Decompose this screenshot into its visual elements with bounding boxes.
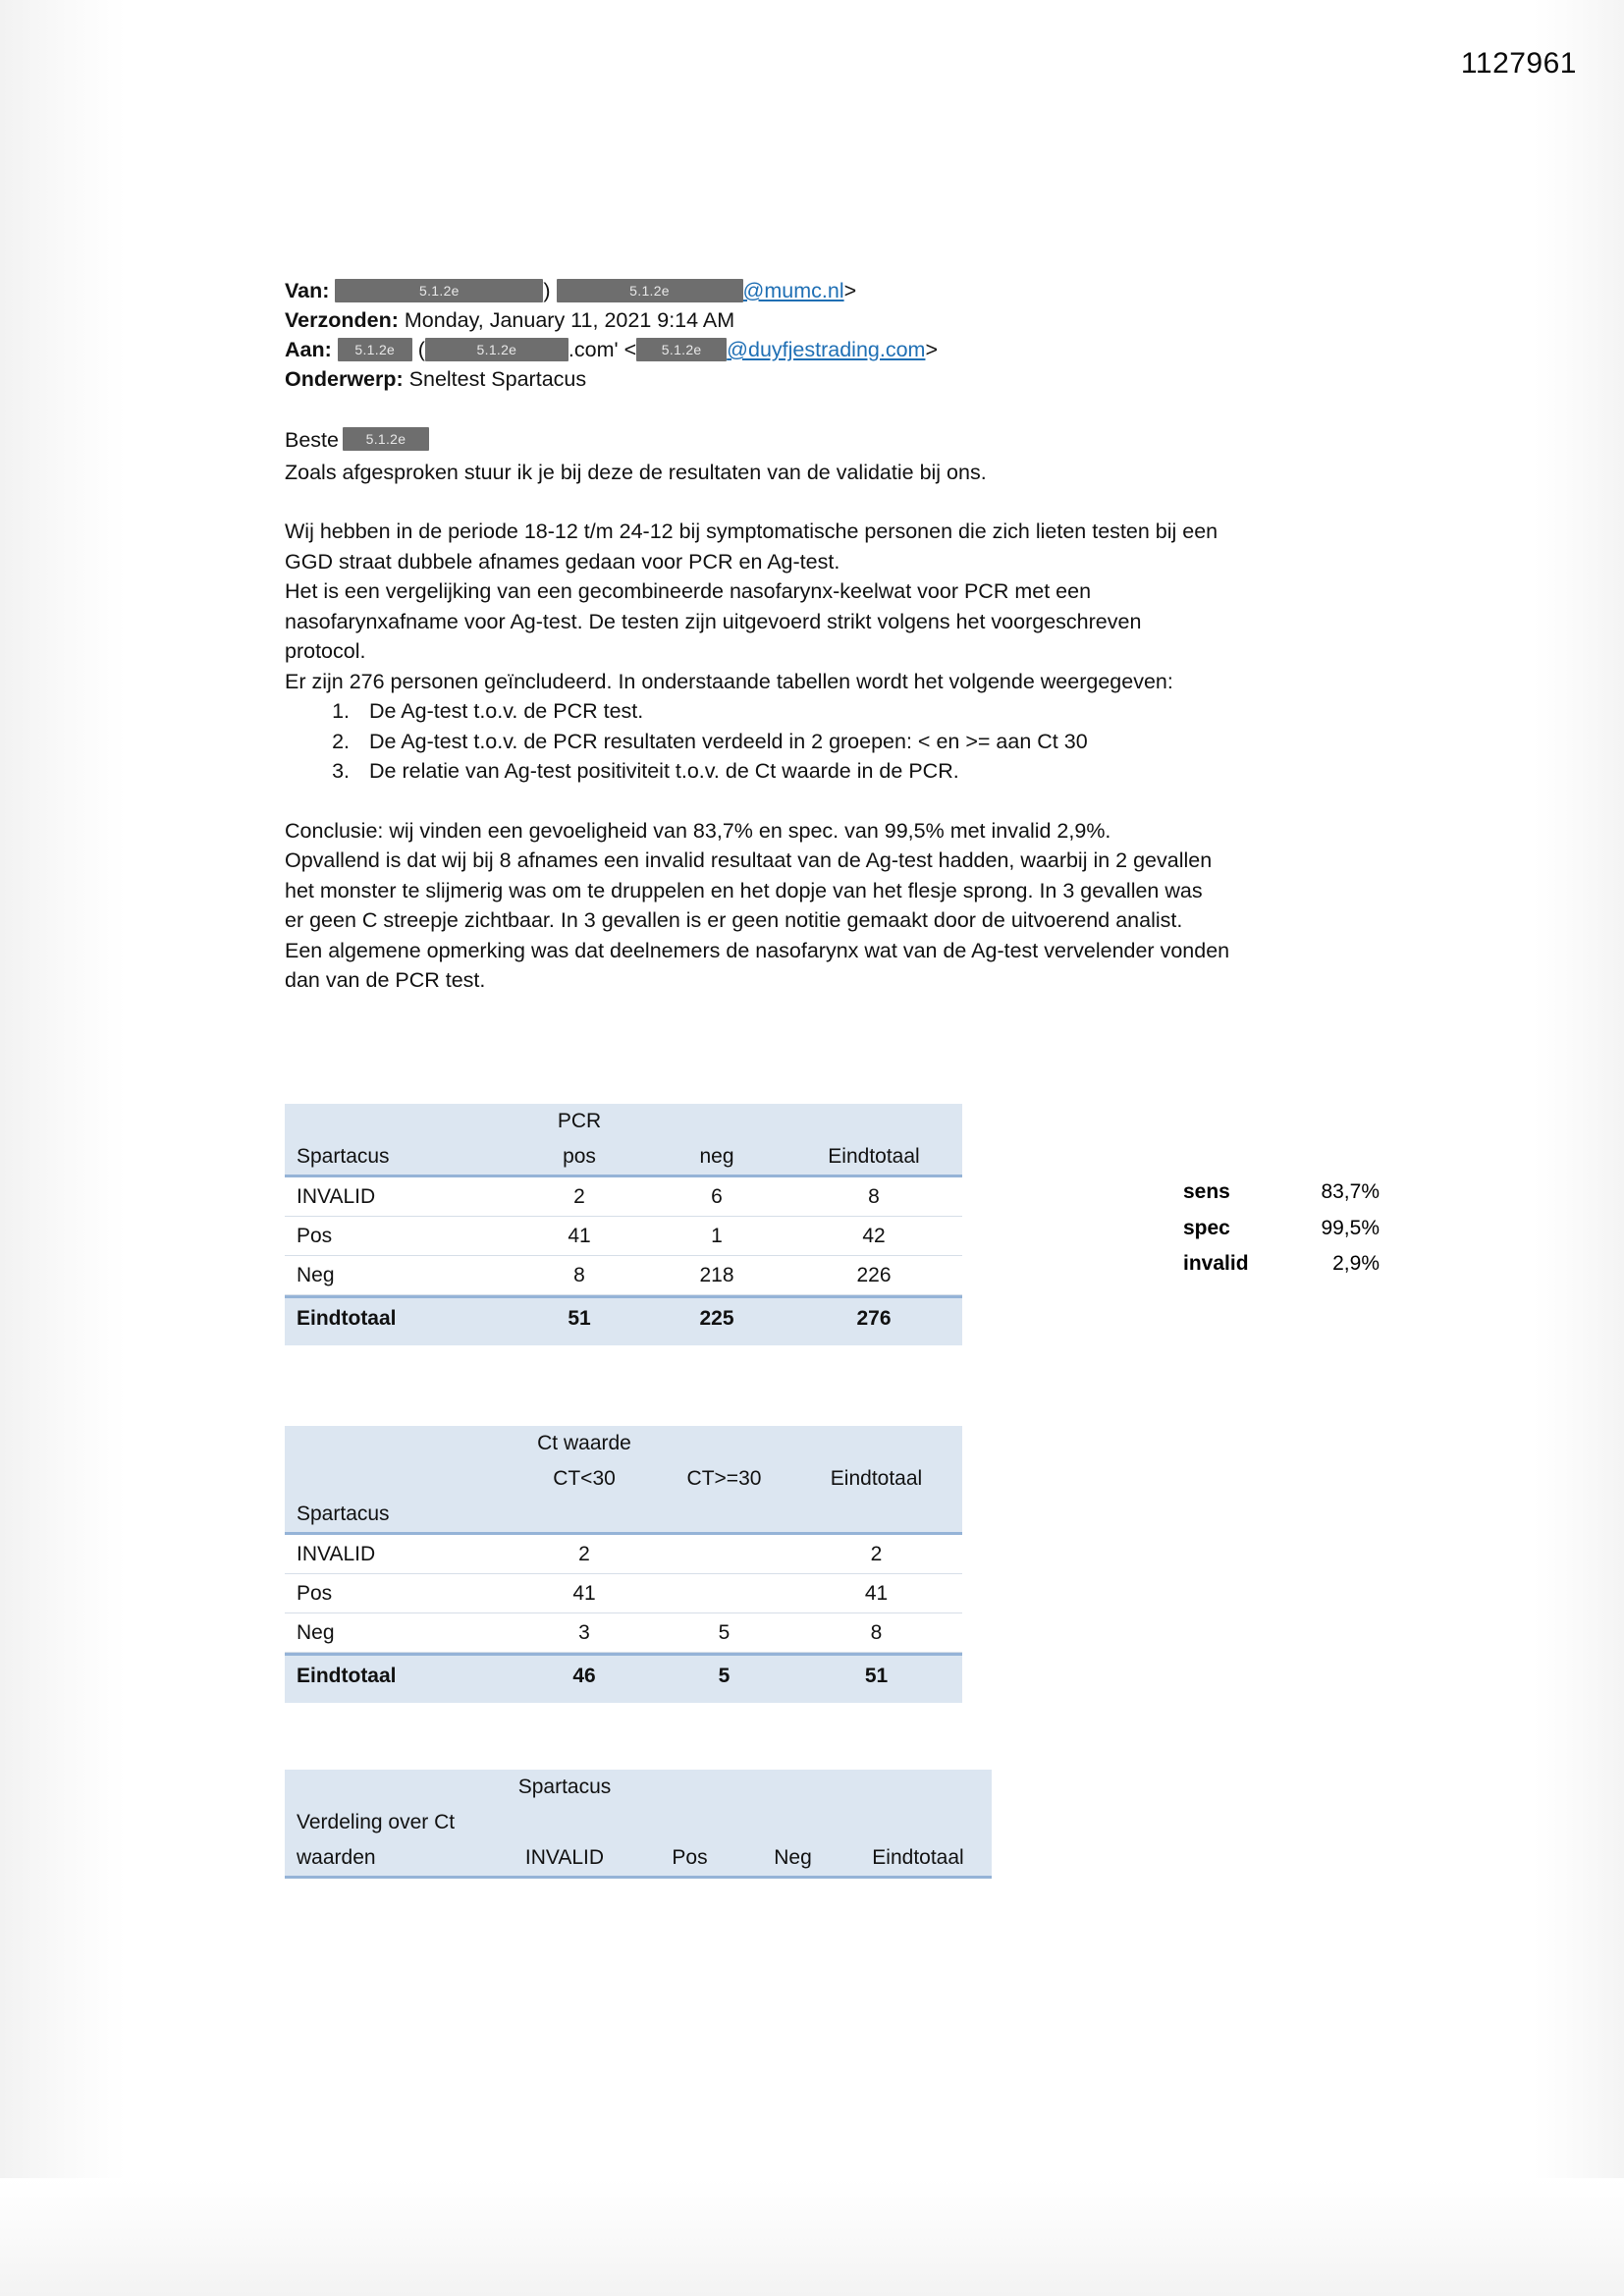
pivot-table-3-container — [285, 1770, 992, 1879]
table2-total-padding — [285, 1696, 962, 1703]
table3-col-header-invalid: INVALID — [491, 1840, 638, 1876]
table3-col-header-pos: Pos — [638, 1840, 741, 1876]
redaction-box: 5.1.2e — [343, 427, 429, 451]
table1-cell: 8 — [511, 1256, 648, 1295]
stat-value: 2,9% — [1332, 1252, 1380, 1275]
email-sent-label: Verzonden: — [285, 308, 399, 332]
table1-cell: 218 — [648, 1256, 785, 1295]
table3-column-header-row — [285, 1840, 992, 1876]
table-row — [285, 1534, 962, 1574]
table2-row-label: Neg — [285, 1613, 511, 1653]
table1-row-label: Pos — [285, 1217, 511, 1256]
list-item: 3. De relatie van Ag-test positiviteit t.o.v. de Ct waarde in de PCR. — [355, 756, 1384, 787]
paragraph-2-line-1: Het is een vergelijking van een gecombineerde nasofarynx-keelwat voor PCR met een — [285, 579, 1092, 603]
document-id-stamp: 1127961 — [1460, 47, 1577, 80]
pivot-table-3 — [285, 1770, 992, 1879]
table2-row-label-header-row — [285, 1497, 962, 1532]
table1-cell: 8 — [785, 1176, 962, 1217]
list-item: 1. De Ag-test t.o.v. de PCR test. — [355, 696, 1384, 727]
table2-cell — [658, 1574, 790, 1613]
table2-cell: 41 — [511, 1574, 658, 1613]
table1-row-label: Neg — [285, 1256, 511, 1295]
table2-group-header-pad — [790, 1426, 962, 1461]
stat-row-invalid — [1183, 1246, 1380, 1283]
email-from-label: Van: — [285, 279, 330, 302]
email-to-mid-char: ( — [417, 338, 425, 361]
stat-key: invalid — [1183, 1252, 1249, 1275]
table2-row-label-pad — [658, 1497, 790, 1532]
table2-cell: 2 — [511, 1534, 658, 1574]
email-sent-row — [285, 306, 1384, 335]
table3-pad — [491, 1805, 638, 1840]
scan-edge-right — [1534, 0, 1624, 2296]
table2-group-header-spacer — [285, 1426, 511, 1461]
pivot-table-2 — [285, 1426, 962, 1703]
table1-cell: 41 — [511, 1217, 648, 1256]
table1-total-cell: 225 — [648, 1297, 785, 1339]
table1-group-header-pad — [648, 1104, 785, 1139]
redaction-box: 5.1.2e — [425, 338, 568, 361]
table2-row-label: INVALID — [285, 1534, 511, 1574]
scan-edge-bottom — [0, 2178, 1624, 2296]
stat-row-spec — [1183, 1211, 1380, 1247]
table2-row-label-pad — [790, 1497, 962, 1532]
table3-pad — [741, 1805, 844, 1840]
redaction-box: 5.1.2e — [338, 338, 412, 361]
pivot-table-1 — [285, 1104, 962, 1345]
email-to-label: Aan: — [285, 338, 332, 361]
email-from-separator: ) — [543, 279, 551, 302]
list-item: 2. De Ag-test t.o.v. de PCR resultaten verdeeld in 2 groepen: < en >= aan Ct 30 — [355, 727, 1384, 757]
email-to-domain[interactable]: @duyfjestrading.com — [727, 338, 926, 361]
table3-col-header-total: Eindtotaal — [844, 1840, 992, 1876]
table3-group-header-spacer — [285, 1770, 491, 1805]
table2-col-header-ge30: CT>=30 — [658, 1461, 790, 1497]
table1-cell: 2 — [511, 1176, 648, 1217]
table3-row-label-header-line1: Verdeling over Ct — [285, 1805, 491, 1840]
table2-total-cell: 5 — [658, 1655, 790, 1697]
summary-stats-block — [1183, 1175, 1380, 1283]
table2-column-header-row — [285, 1461, 962, 1497]
table2-cell: 3 — [511, 1613, 658, 1653]
table3-group-header-pad — [638, 1770, 741, 1805]
table2-group-header-pad — [658, 1426, 790, 1461]
conclusion-line: Conclusie: wij vinden een gevoeligheid van 83,7% en spec. van 99,5% met invalid 2,9%. — [285, 818, 1111, 843]
pivot-table-1-container — [285, 1104, 962, 1345]
paragraph-2-line-2: nasofarynxafname voor Ag-test. De testen zijn uitgevoerd strikt volgens het voorgeschreven — [285, 609, 1142, 633]
email-from-close-bracket: > — [843, 279, 857, 302]
greeting-text: Beste — [285, 428, 339, 452]
paragraph-1-line-1: Wij hebben in de periode 18-12 t/m 24-12 bij symptomatische personen die zich lieten testen bij een — [285, 519, 1218, 543]
paragraph-3: Er zijn 276 personen geïncludeerd. In onderstaande tabellen wordt het volgende weergegeven: — [285, 669, 1173, 693]
table3-group-header: Spartacus — [491, 1770, 638, 1805]
table1-col-header-total: Eindtotaal — [785, 1139, 962, 1175]
redaction-box: 5.1.2e — [636, 338, 727, 361]
numbered-list — [285, 696, 1384, 787]
table1-row-label: INVALID — [285, 1176, 511, 1217]
table3-header-rule — [285, 1876, 992, 1878]
table1-group-header-spacer — [285, 1104, 511, 1139]
email-header-block — [285, 277, 1384, 394]
table2-total-label: Eindtotaal — [285, 1655, 511, 1697]
table3-row-label-header-line1-row — [285, 1805, 992, 1840]
table2-cell: 41 — [790, 1574, 962, 1613]
table3-row-label-header-line2: waarden — [285, 1840, 491, 1876]
table3-header-rule-cell — [285, 1876, 992, 1878]
scan-edge-left — [0, 0, 126, 2296]
greeting-line — [285, 425, 1384, 456]
table3-col-header-neg: Neg — [741, 1840, 844, 1876]
table1-cell: 226 — [785, 1256, 962, 1295]
table2-total-row — [285, 1655, 962, 1697]
table3-pad — [844, 1805, 992, 1840]
table3-group-header-row — [285, 1770, 992, 1805]
table-row — [285, 1176, 962, 1217]
table3-group-header-pad — [741, 1770, 844, 1805]
table1-total-padding-cell — [285, 1339, 962, 1345]
table1-column-header-row — [285, 1139, 962, 1175]
table2-total-cell: 46 — [511, 1655, 658, 1697]
email-to-row — [285, 336, 1384, 364]
table1-group-header: PCR — [511, 1104, 648, 1139]
table2-col-header-lt30: CT<30 — [511, 1461, 658, 1497]
email-sent-value: Monday, January 11, 2021 9:14 AM — [404, 308, 735, 332]
table-row — [285, 1613, 962, 1653]
stat-key: spec — [1183, 1216, 1230, 1239]
table2-cell: 5 — [658, 1613, 790, 1653]
table2-col-header-total: Eindtotaal — [790, 1461, 962, 1497]
paragraph-4-line-2: het monster te slijmerig was om te druppelen en het dopje van het flesje sprong. In 3 gevallen was — [285, 878, 1203, 902]
table2-row-label: Pos — [285, 1574, 511, 1613]
table2-total-cell: 51 — [790, 1655, 962, 1697]
email-to-tld: .com' — [568, 338, 619, 361]
table3-pad — [638, 1805, 741, 1840]
paragraph-spacer — [285, 787, 1384, 816]
table1-total-cell: 276 — [785, 1297, 962, 1339]
table1-total-cell: 51 — [511, 1297, 648, 1339]
paragraph-1-line-2: GGD straat dubbele afnames gedaan voor PCR en Ag-test. — [285, 549, 840, 574]
table2-cell — [658, 1534, 790, 1574]
paragraph-5-line-1: Een algemene opmerking was dat deelnemers de nasofarynx wat van de Ag-test vervelender vonden — [285, 938, 1230, 962]
table3-group-header-pad — [844, 1770, 992, 1805]
table2-group-header-row — [285, 1426, 962, 1461]
table2-column-header-spacer — [285, 1461, 511, 1497]
paragraph-4-line-1: Opvallend is dat wij bij 8 afnames een invalid resultaat van de Ag-test hadden, waarbij in 2 gevallen — [285, 848, 1213, 872]
email-subject-row — [285, 365, 1384, 394]
email-subject-label: Onderwerp: — [285, 367, 404, 391]
table1-row-label-header: Spartacus — [285, 1139, 511, 1175]
table-row — [285, 1574, 962, 1613]
email-to-close-bracket: > — [925, 338, 939, 361]
redaction-box: 5.1.2e — [335, 279, 543, 302]
table2-row-label-pad — [511, 1497, 658, 1532]
table-row — [285, 1217, 962, 1256]
table2-group-header: Ct waarde — [511, 1426, 658, 1461]
email-from-domain[interactable]: @mumc.nl — [742, 279, 844, 302]
stat-row-sens — [1183, 1175, 1380, 1211]
paragraph-spacer — [285, 487, 1384, 517]
document-content — [285, 277, 1384, 996]
table2-cell: 8 — [790, 1613, 962, 1653]
table1-col-header-neg: neg — [648, 1139, 785, 1175]
pivot-table-2-container — [285, 1426, 962, 1703]
table1-total-padding — [285, 1339, 962, 1345]
email-to-open-bracket: < — [623, 338, 637, 361]
table1-total-label: Eindtotaal — [285, 1297, 511, 1339]
table2-cell: 2 — [790, 1534, 962, 1574]
paragraph-2-line-3: protocol. — [285, 639, 366, 663]
email-body — [285, 425, 1384, 996]
email-from-row — [285, 277, 1384, 305]
paragraph-4-line-3: er geen C streepje zichtbaar. In 3 gevallen is er geen notitie gemaakt door de uitvoerend analist. — [285, 908, 1183, 932]
table2-row-label-header: Spartacus — [285, 1497, 511, 1532]
stat-value: 83,7% — [1321, 1180, 1380, 1203]
table1-cell: 6 — [648, 1176, 785, 1217]
stat-key: sens — [1183, 1180, 1230, 1203]
intro-line: Zoals afgesproken stuur ik je bij deze de resultaten van de validatie bij ons. — [285, 460, 987, 484]
table2-total-padding-cell — [285, 1696, 962, 1703]
email-subject-value: Sneltest Spartacus — [408, 367, 587, 391]
stat-value: 99,5% — [1321, 1216, 1380, 1239]
table1-cell: 42 — [785, 1217, 962, 1256]
paragraph-5-line-2: dan van de PCR test. — [285, 968, 486, 992]
table1-group-header-pad — [785, 1104, 962, 1139]
redaction-box: 5.1.2e — [557, 279, 743, 302]
table1-total-row — [285, 1297, 962, 1339]
table1-col-header-pos: pos — [511, 1139, 648, 1175]
table1-group-header-row — [285, 1104, 962, 1139]
table-row — [285, 1256, 962, 1295]
table1-cell: 1 — [648, 1217, 785, 1256]
